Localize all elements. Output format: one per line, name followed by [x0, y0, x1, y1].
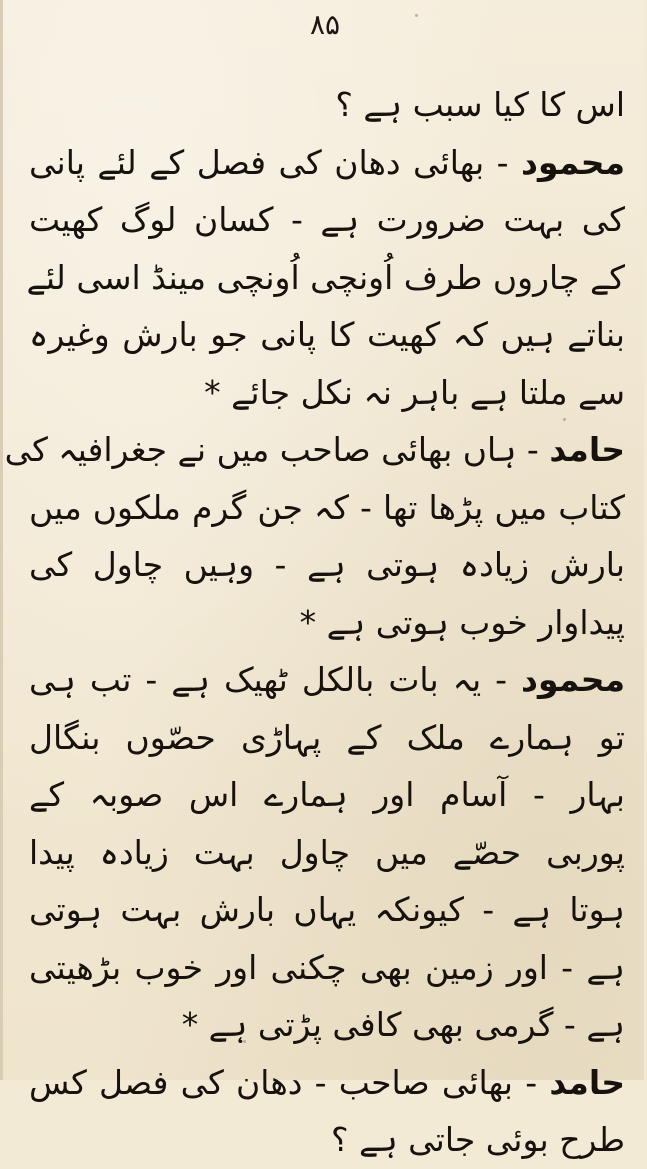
line-text: - بھائی دھان کی فصل کے لئے پانی — [29, 142, 522, 182]
line-text: کی بہت ضرورت ہے - کسان لوگ کھیت — [29, 200, 625, 239]
text-line — [29, 1111, 625, 1169]
text-line — [29, 134, 625, 192]
text-line — [29, 1054, 625, 1112]
line-text: ہے - گرمی بھی کافی پڑتی ہے * — [181, 1005, 625, 1044]
text-body — [4, 76, 625, 1169]
line-text: بناتے ہیں کہ کھیت کا پانی جو بارش وغیرہ — [29, 315, 625, 354]
line-text: پوربی حصّے میں چاول بہت زیادہ پیدا — [29, 832, 625, 872]
speaker-name: محمود — [521, 660, 625, 699]
line-text: - بھائی صاحب - دھان کی فصل کس — [29, 1062, 550, 1102]
line-text: کتاب میں پڑھا تھا - کہ جن گرم ملکوں میں — [29, 487, 625, 527]
speaker-name: حامد — [549, 1062, 625, 1102]
line-text: تو ہمارے ملک کے پہاڑی حصّوں بنگال — [29, 717, 625, 757]
line-text: سے ملتا ہے باہر نہ نکل جائے * — [204, 372, 625, 412]
line-text: - یہ بات بالکل ٹھیک ہے - تب ہی — [29, 660, 522, 699]
text-line — [29, 651, 625, 709]
text-line — [29, 881, 625, 939]
line-text: بارش زیادہ ہوتی ہے - وہیں چاول کی — [29, 545, 625, 584]
text-line — [29, 996, 625, 1054]
text-line — [29, 191, 625, 249]
speaker-name: محمود — [521, 142, 625, 182]
line-text: ہوتا ہے - کیونکہ یہاں بارش بہت ہوتی — [29, 890, 625, 929]
text-line — [29, 76, 625, 134]
text-line — [29, 766, 625, 824]
page-number: ۸۵ — [309, 8, 341, 41]
speaker-name: حامد — [549, 430, 625, 469]
text-line — [29, 479, 625, 537]
text-line — [4, 421, 625, 479]
text-line — [29, 824, 625, 882]
text-line — [29, 709, 625, 767]
line-text: ہے - اور زمین بھی چکنی اور خوب بڑھیتی — [29, 947, 625, 987]
text-line — [29, 594, 625, 652]
text-line — [29, 364, 625, 422]
line-text: طرح بوئی جاتی ہے ؟ — [331, 1120, 625, 1159]
text-line — [26, 249, 625, 307]
text-line — [29, 306, 625, 364]
line-text: بہار - آسام اور ہمارے اس صوبہ کے — [29, 775, 625, 814]
line-text: کے چاروں طرف اُونچی اُونچی مینڈ اسی لئے — [26, 257, 625, 297]
line-text: - ہاں بھائی صاحب میں نے جغرافیہ کی — [4, 430, 550, 469]
text-line — [29, 939, 625, 997]
text-line — [29, 536, 625, 594]
line-text: اس کا کیا سبب ہے ؟ — [335, 85, 625, 124]
line-text: پیداوار خوب ہوتی ہے * — [299, 602, 625, 642]
